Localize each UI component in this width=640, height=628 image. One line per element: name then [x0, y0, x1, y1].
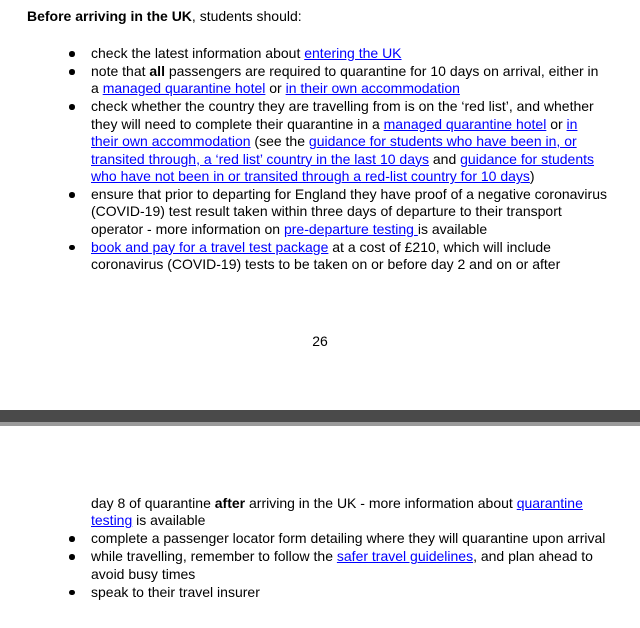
bullet-negative-test — [67, 186, 607, 238]
page-separator — [0, 410, 640, 426]
link-guidance-red-list[interactable]: guidance for students who have been in, or transited through, a ‘red list’ country in the last 10 days — [91, 133, 577, 167]
bullet-text: ensure that prior to departing for England they have proof of a negative coronavirus (COVID-19) test result taken within three days of departure to their transport operator - more information on — [91, 186, 607, 237]
link-own-accommodation[interactable]: in their own accommodation — [285, 80, 460, 97]
link-safer-travel-guidelines[interactable]: safer travel guidelines — [336, 548, 474, 565]
link-own-accommodation-2[interactable]: in their own accommodation — [91, 115, 578, 150]
link-pre-departure-testing[interactable]: pre-departure testing — [283, 220, 418, 237]
bullet-continuation — [67, 495, 607, 530]
bullet-text: while travelling, remember to follow the — [91, 548, 337, 565]
bullet-text: ) — [529, 168, 535, 185]
bullet-quarantine-all — [67, 63, 607, 98]
intro-bold: Before arriving in the UK — [27, 8, 192, 24]
bullet-text: , and plan ahead to avoid busy times — [91, 548, 593, 582]
intro-text: , students should: — [191, 8, 302, 24]
bullet-text: is available — [417, 220, 488, 237]
page-number: 26 — [312, 333, 328, 349]
bullet-bold: after — [214, 495, 246, 511]
bullet-text: passengers are required to quarantine for 10 days on arrival, either in a — [91, 63, 599, 97]
link-managed-quarantine-hotel[interactable]: managed quarantine hotel — [102, 80, 266, 97]
bullet-passenger-locator — [67, 530, 607, 547]
bullet-text: at a cost of £210, which will include coronavirus (COVID-19) tests to be taken on or before day 2 and on or after — [91, 238, 561, 273]
link-quarantine-testing[interactable]: quarantine testing — [91, 495, 583, 529]
bullet-text: note that — [91, 63, 150, 79]
bullet-safer-travel — [67, 548, 607, 583]
bullet-text: and — [429, 150, 461, 167]
bullet-text: is available — [132, 512, 206, 529]
bullet-travel-insurer — [67, 584, 607, 601]
bullet-text: complete a passenger locator form detailing where they will quarantine upon arrival — [91, 530, 606, 547]
link-managed-quarantine-hotel-2[interactable]: managed quarantine hotel — [383, 115, 547, 132]
bullet-text: speak to their travel insurer — [91, 583, 260, 600]
checklist-top — [67, 45, 607, 274]
bullet-text: or — [546, 115, 567, 132]
checklist-bottom — [67, 495, 607, 602]
bullet-red-list — [67, 98, 607, 185]
link-travel-test-package[interactable]: book and pay for a travel test package — [91, 238, 329, 255]
bullet-text: check whether the country they are travelling from is on the ‘red list’, and whether they will need to complete their quarantine in a — [91, 98, 594, 132]
link-entering-uk[interactable]: entering the UK — [304, 45, 402, 61]
link-guidance-not-red-list[interactable]: guidance for students who have not been in or transited through a red-list country for 10 days — [91, 150, 595, 185]
bullet-text: arriving in the UK - more information about — [245, 495, 517, 511]
bullet-text: check the latest information about — [91, 45, 305, 61]
bullet-text: day 8 of quarantine — [91, 495, 215, 511]
bullet-text: or — [265, 80, 286, 97]
intro-paragraph — [27, 8, 302, 25]
bullet-bold: all — [149, 63, 165, 79]
bullet-text: (see the — [250, 133, 309, 150]
document-page-27 — [0, 426, 640, 628]
bullet-latest-info — [67, 45, 607, 62]
bullet-travel-test-package — [67, 239, 607, 274]
